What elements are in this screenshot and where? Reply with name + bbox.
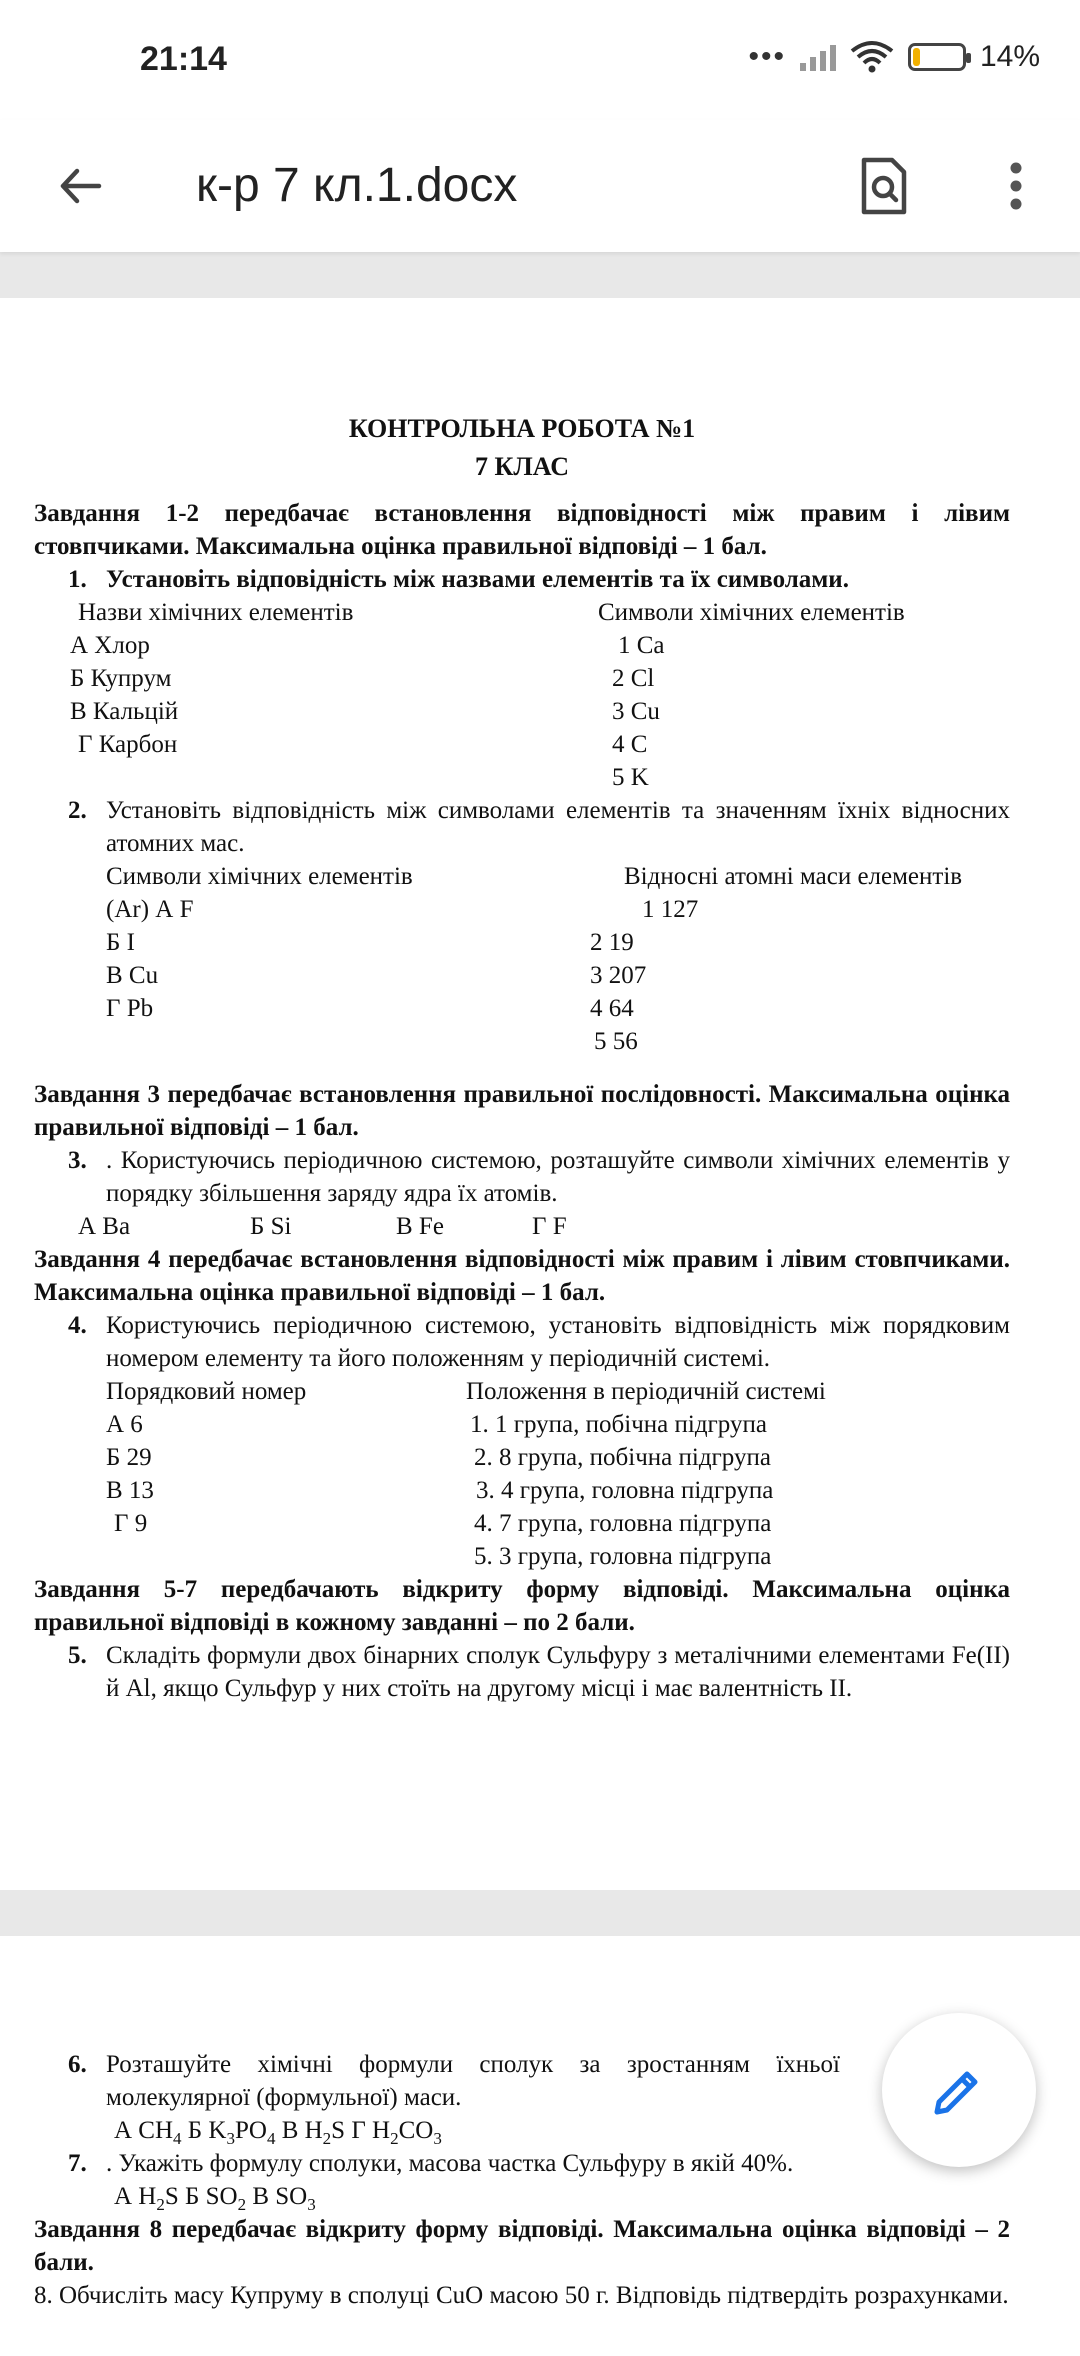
section-8-instruction: Завдання 8 передбачає відкриту форму відповіді. Максимальна оцінка відповіді – 2 бали. (34, 2216, 1010, 2276)
question-number: 1. (68, 566, 87, 593)
question-text: Розташуйте хімічні формули сполук за зростанням їхньої молекулярної (формульної) маси. (106, 2051, 840, 2111)
q1-left-item: Г Карбон (78, 731, 178, 758)
battery-percent: 14% (979, 40, 1040, 73)
question-8: 8. Обчисліть масу Купруму в сполуці CuO масою 50 г. Відповідь підтвердіть розрахунками. (34, 2282, 1009, 2309)
q1-right-item: 2 Cl (612, 665, 655, 692)
question-4 (34, 1309, 1010, 1375)
q1-row (34, 761, 1010, 794)
q3-options-row (34, 1210, 1010, 1243)
document-page-1[interactable] (0, 298, 1080, 1890)
battery-icon (908, 43, 966, 71)
q1-left-header: Назви хімічних елементів (78, 599, 354, 626)
q4-row (34, 1408, 1010, 1441)
q1-row (34, 695, 1010, 728)
more-options-button[interactable] (980, 150, 1052, 222)
q4-left-item: Г 9 (114, 1510, 148, 1537)
status-time: 21:14 (140, 40, 227, 78)
q1-right-header: Символи хімічних елементів (598, 599, 905, 626)
q1-row (34, 629, 1010, 662)
q4-header-row (34, 1375, 1010, 1408)
q2-row (34, 1025, 1010, 1058)
more-vert-icon (1009, 162, 1023, 210)
doc-class: 7 КЛАС (475, 452, 569, 481)
q4-row (34, 1507, 1010, 1540)
question-2 (34, 794, 1010, 860)
question-7 (34, 2147, 1010, 2180)
section-1-2-instruction: Завдання 1-2 передбачає встановлення відповідності між правим і лівим стовпчиками. Максимальна оцінка правильної відповіді – 1 бал. (34, 500, 1010, 560)
q1-left-item: Б Купрум (70, 665, 172, 692)
battery-level (913, 48, 920, 66)
find-in-document-button[interactable] (848, 150, 920, 222)
app-bar (0, 120, 1080, 252)
question-number: 6. (68, 2051, 87, 2078)
status-icons (748, 40, 1040, 74)
q2-left-item: В Cu (106, 962, 159, 989)
q2-row (34, 959, 1010, 992)
q1-right-item: 3 Cu (612, 698, 660, 725)
q4-left-header: Порядковий номер (106, 1378, 307, 1405)
back-button[interactable] (44, 150, 116, 222)
edit-fab-button[interactable] (882, 2013, 1036, 2167)
q4-right-item: 2. 8 група, побічна підгрупа (474, 1444, 771, 1471)
q4-right-item: 1. 1 група, побічна підгрупа (470, 1411, 767, 1438)
question-text: . Укажіть формулу сполуки, масова частка Сульфуру в якій 40%. (106, 2150, 794, 2177)
doc-title: КОНТРОЛЬНА РОБОТА №1 (348, 414, 696, 443)
q1-header-row (34, 596, 1010, 629)
q2-right-item: 1 127 (642, 896, 699, 923)
question-number: 4. (68, 1312, 87, 1339)
q1-left-item: В Кальцій (70, 698, 179, 725)
q1-row (34, 662, 1010, 695)
question-5 (34, 1639, 1010, 1705)
q1-right-item: 1 Ca (618, 632, 665, 659)
q4-left-item: Б 29 (106, 1444, 152, 1471)
section-3-instruction: Завдання 3 передбачає встановлення правильної послідовності. Максимальна оцінка правильної відповіді – 1 бал. (34, 1081, 1010, 1141)
question-number: 5. (68, 1642, 87, 1669)
q4-row (34, 1474, 1010, 1507)
question-number: 7. (68, 2150, 87, 2177)
question-number: 3. (68, 1147, 87, 1174)
q4-right-item: 3. 4 група, головна підгрупа (476, 1477, 774, 1504)
q3-option: А Ba (78, 1213, 131, 1240)
question-3 (34, 1144, 1010, 1210)
q2-right-item: 4 64 (590, 995, 634, 1022)
q2-right-item: 3 207 (590, 962, 647, 989)
find-in-document-icon (860, 156, 908, 216)
question-text: Установіть відповідність між назвами елементів та їх символами. (106, 566, 849, 593)
q2-right-header: Відносні атомні маси елементів (624, 863, 963, 890)
q2-row (34, 926, 1010, 959)
back-arrow-icon (55, 161, 105, 211)
q2-left-item: (Ar) А F (106, 896, 194, 923)
edit-pencil-icon (931, 2062, 987, 2118)
q4-left-item: А 6 (106, 1411, 143, 1438)
signal-dots-icon: ••• (748, 40, 786, 73)
q1-right-item: 4 C (612, 731, 648, 758)
question-6 (34, 2048, 1010, 2114)
q2-row (34, 893, 1010, 926)
q4-right-item: 4. 7 група, головна підгрупа (474, 1510, 772, 1537)
status-bar (0, 0, 1080, 120)
signal-icon (800, 43, 836, 71)
question-text: . Користуючись періодичною системою, розташуйте символи хімічних елементів у порядку збільшення заряду ядра їх атомів. (106, 1147, 1010, 1207)
q2-right-item: 2 19 (590, 929, 634, 956)
question-text: Установіть відповідність між символами елементів та значенням їхніх відносних атомних мас. (106, 797, 1010, 857)
document-title: к-р 7 кл.1.docx (196, 159, 518, 212)
question-number: 2. (68, 797, 87, 824)
question-1 (34, 563, 1010, 596)
q2-right-item: 5 56 (594, 1028, 638, 1055)
q7-options: А $H_2S$ Б $SO_2$ В $SO_3$ (114, 2183, 316, 2214)
q4-right-item: 5. 3 група, головна підгрупа (474, 1543, 772, 1570)
q4-row (34, 1441, 1010, 1474)
q2-left-item: Г Pb (106, 995, 154, 1022)
section-5-7-instruction: Завдання 5-7 передбачають відкриту форму відповіді. Максимальна оцінка правильної відповіді в кожному завданні – по 2 бали. (34, 1576, 1010, 1636)
q4-row (34, 1540, 1010, 1573)
q1-row (34, 728, 1010, 761)
document-body (34, 412, 1010, 1705)
q3-option: Г F (532, 1213, 567, 1240)
q3-option: Б Si (250, 1213, 292, 1240)
document-body (34, 2048, 1010, 2312)
q2-left-header: Символи хімічних елементів (106, 863, 413, 890)
section-4-instruction: Завдання 4 передбачає встановлення відповідності між правим і лівим стовпчиками. Максимальна оцінка правильної відповіді – 1 бал. (34, 1246, 1010, 1306)
q3-option: В Fe (396, 1213, 444, 1240)
q4-left-item: В 13 (106, 1477, 154, 1504)
q2-header-row (34, 860, 1010, 893)
q1-right-item: 5 K (612, 764, 649, 791)
q6-options: А $CH_4$ Б $K_3PO_4$ В $H_2S$ Г $H_2CO_3$ (114, 2117, 442, 2148)
question-text: Користуючись періодичною системою, установіть відповідність між порядковим номером елементу та його положенням у періодичній системі. (106, 1312, 1010, 1372)
q2-left-item: Б I (106, 929, 135, 956)
wifi-icon (850, 40, 894, 74)
question-text: Складіть формули двох бінарних сполук Сульфуру з металічними елементами Fe(II) й Al, якщо Сульфур у них стоїть на другому місці і має валентність II. (106, 1642, 1010, 1702)
q2-row (34, 992, 1010, 1025)
q4-right-header: Положення в періодичній системі (466, 1378, 826, 1405)
q1-left-item: А Хлор (70, 632, 150, 659)
